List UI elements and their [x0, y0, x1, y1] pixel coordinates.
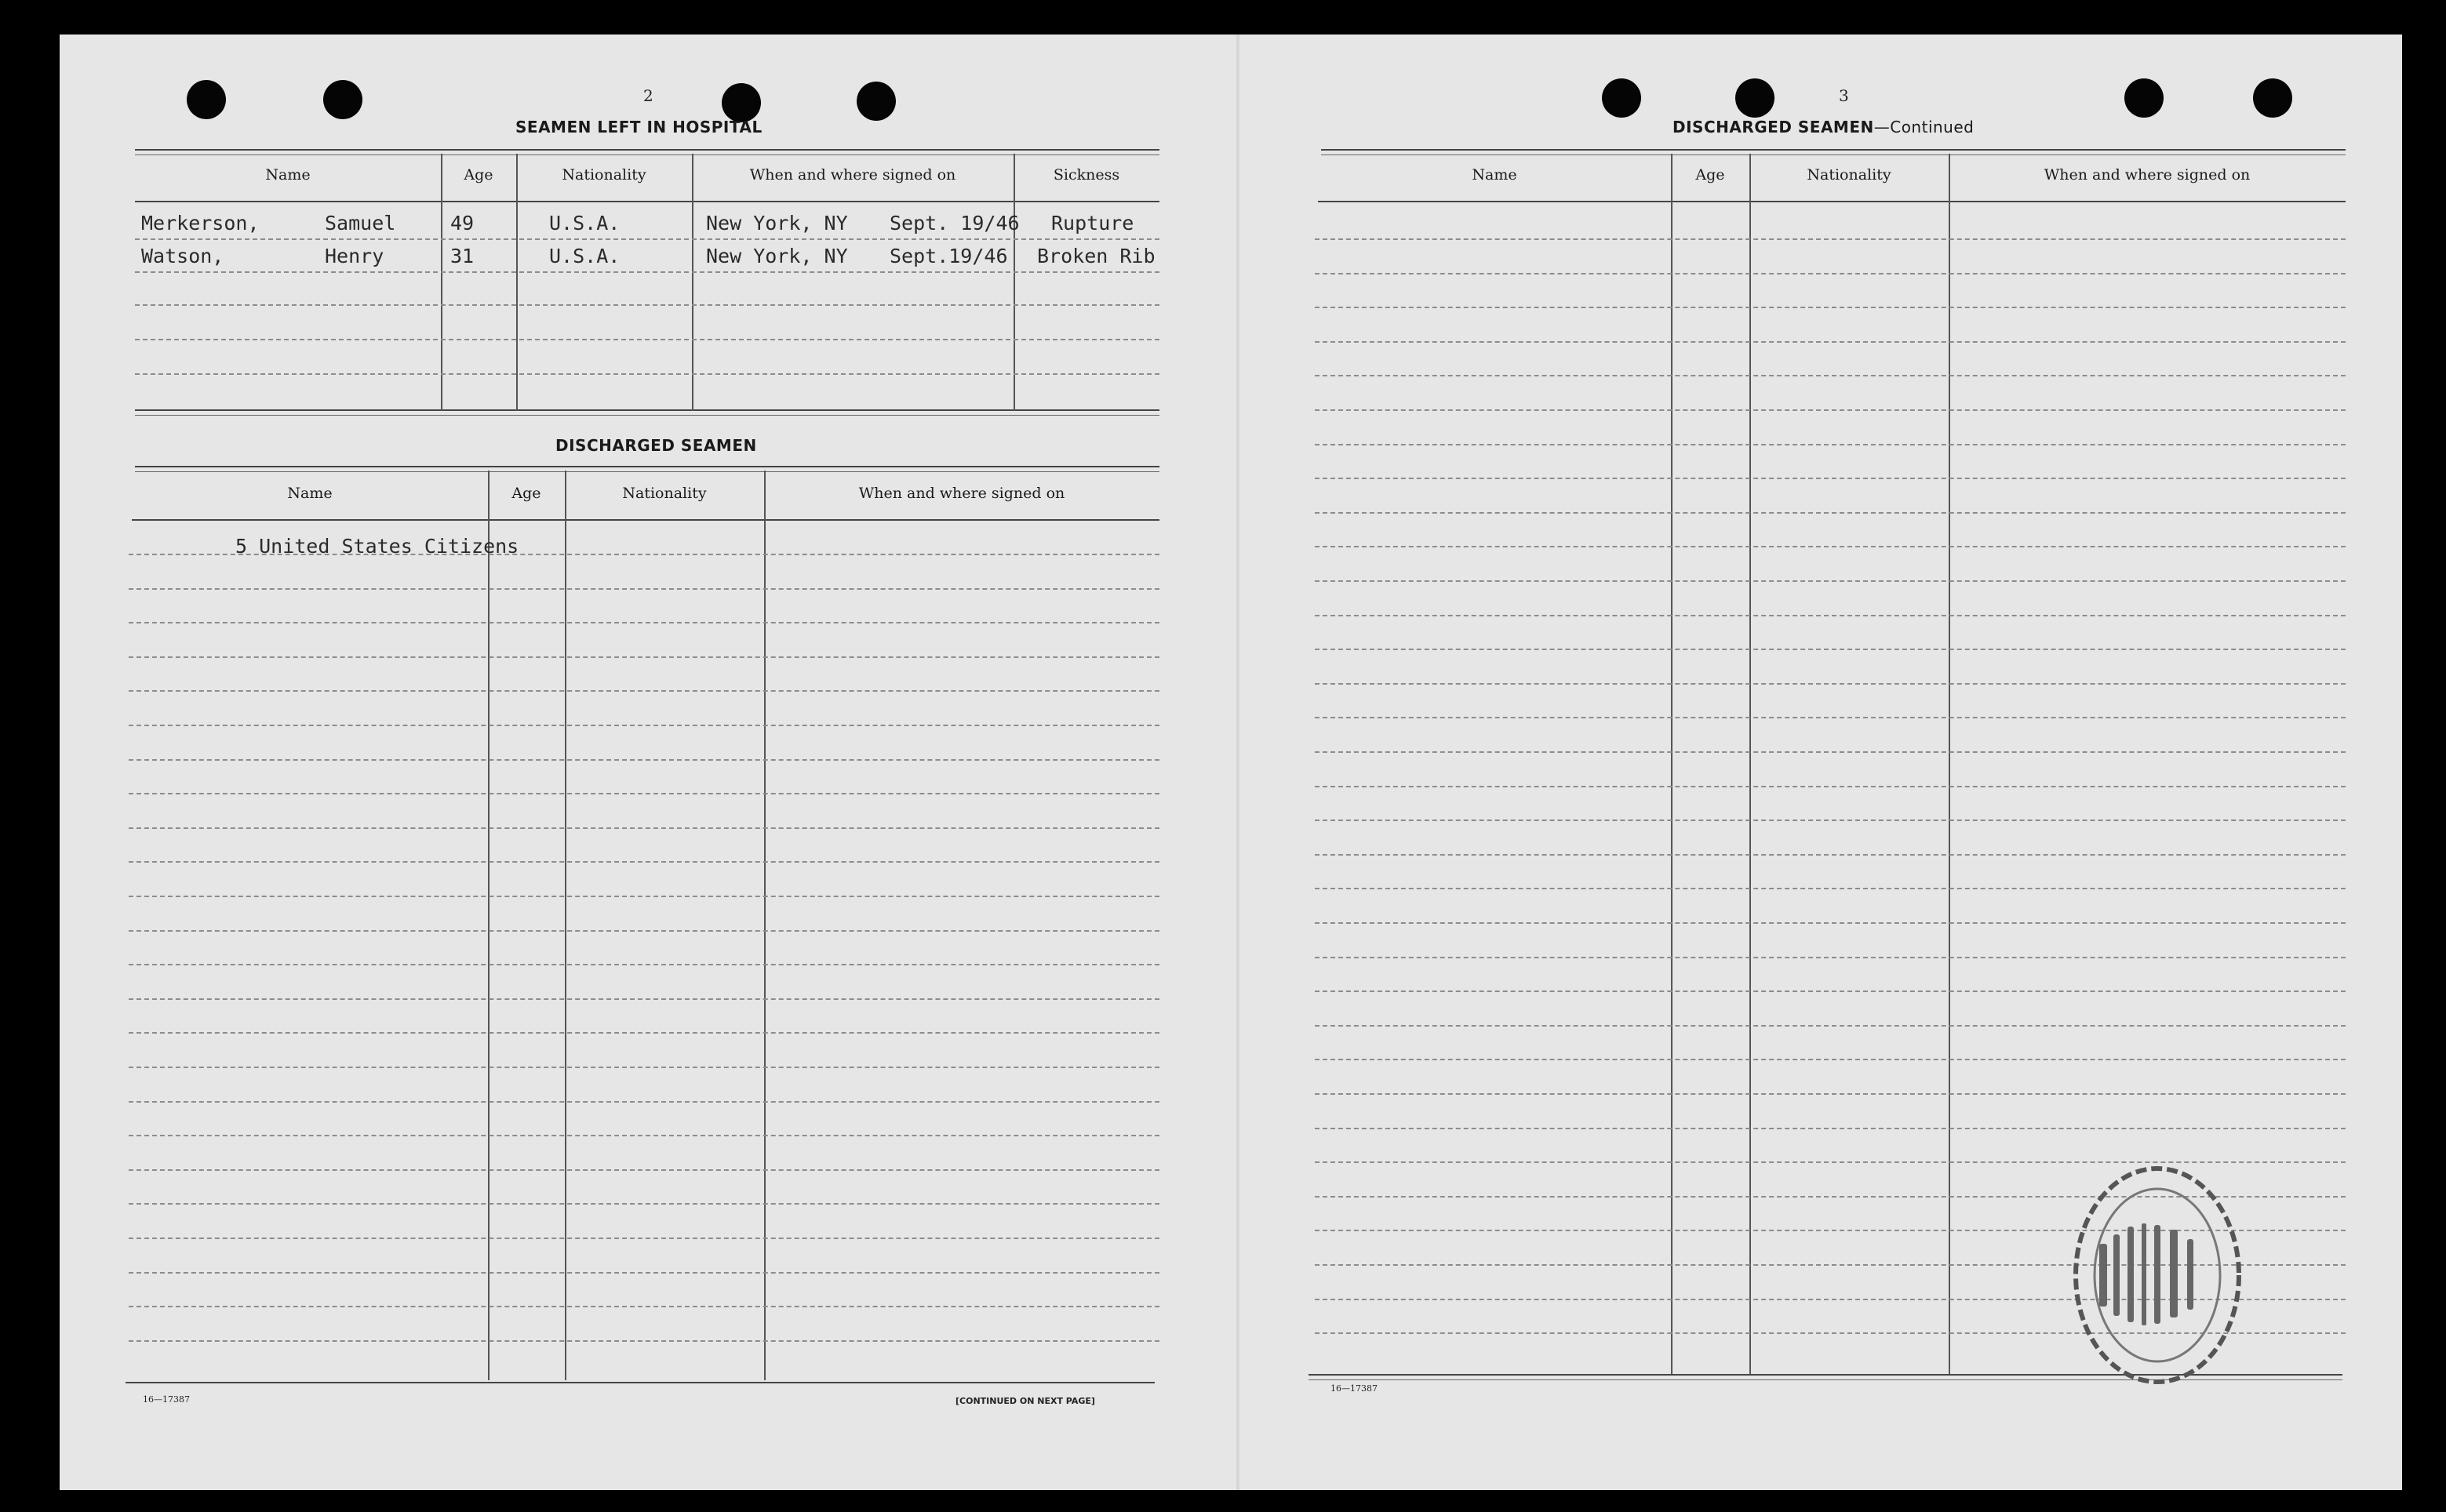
- column-header-age: Age: [511, 485, 541, 502]
- column-header-age: Age: [464, 166, 493, 184]
- row-rule: [1315, 444, 2346, 445]
- table-bottom-rule: [135, 409, 1159, 416]
- row-rule: [129, 1203, 1159, 1205]
- row-rule: [129, 1067, 1159, 1068]
- column-divider: [1671, 154, 1673, 1374]
- signed-on-date: Sept. 19/46: [890, 212, 1020, 234]
- row-rule: [1315, 1059, 2346, 1060]
- hospital-section-title: SEAMEN LEFT IN HOSPITAL: [515, 118, 763, 136]
- seaman-last-name: Merkerson,: [141, 212, 260, 234]
- discharged-entry: 5 United States Citizens: [235, 535, 519, 558]
- sickness: Broken Rib: [1037, 245, 1156, 267]
- right-section-title-suffix: —Continued: [1873, 118, 1975, 136]
- seaman-age: 49: [450, 212, 475, 234]
- punch-hole: [323, 80, 362, 119]
- column-header-signed-on: When and where signed on: [749, 166, 956, 184]
- column-header-nationality: Nationality: [622, 485, 707, 502]
- table-top-rule: [1321, 149, 2346, 155]
- row-rule: [129, 1272, 1159, 1274]
- signed-on-place: New York, NY: [706, 212, 848, 234]
- row-rule: [1315, 820, 2346, 821]
- punch-hole: [2124, 78, 2164, 118]
- row-rule: [129, 1135, 1159, 1136]
- row-rule: [1315, 615, 2346, 616]
- right-section-title: [1673, 118, 1974, 136]
- row-rule: [1315, 341, 2346, 343]
- row-rule: [135, 271, 1159, 273]
- row-rule: [1315, 1093, 2346, 1095]
- row-rule: [1315, 717, 2346, 718]
- row-rule: [129, 793, 1159, 794]
- column-divider: [1949, 154, 1950, 1374]
- row-rule: [1315, 683, 2346, 685]
- page-fold: [1236, 35, 1239, 1490]
- page-number: 3: [1839, 86, 1849, 105]
- row-rule: [1315, 273, 2346, 274]
- column-header-signed-on: When and where signed on: [858, 485, 1065, 502]
- discharged-section-title: DISCHARGED SEAMEN: [555, 436, 757, 455]
- column-header-name: Name: [265, 166, 311, 184]
- right-section-title-main: DISCHARGED SEAMEN: [1673, 118, 1874, 136]
- column-divider: [488, 471, 490, 1380]
- form-number: 16—17387: [1330, 1383, 1378, 1394]
- column-header-name: Name: [1472, 166, 1517, 184]
- seaman-nationality: U.S.A.: [549, 212, 621, 234]
- row-rule: [1315, 888, 2346, 889]
- column-divider: [692, 154, 693, 411]
- table-header-rule: [1318, 201, 2346, 202]
- row-rule: [129, 1101, 1159, 1103]
- row-rule: [129, 1340, 1159, 1342]
- column-divider: [516, 154, 518, 411]
- seaman-last-name: Watson,: [141, 245, 224, 267]
- seaman-first-name: Samuel: [325, 212, 396, 234]
- punch-hole: [1602, 78, 1641, 118]
- table-header-rule: [132, 519, 1159, 521]
- row-rule: [1315, 409, 2346, 411]
- seaman-first-name: Henry: [325, 245, 384, 267]
- row-rule: [129, 930, 1159, 932]
- column-header-sickness: Sickness: [1053, 166, 1120, 184]
- column-header-nationality: Nationality: [1807, 166, 1891, 184]
- row-rule: [129, 588, 1159, 590]
- column-divider: [565, 471, 566, 1380]
- row-rule: [135, 339, 1159, 340]
- row-rule: [135, 304, 1159, 306]
- seaman-nationality: U.S.A.: [549, 245, 621, 267]
- row-rule: [1315, 546, 2346, 547]
- row-rule: [1315, 512, 2346, 514]
- row-rule: [129, 964, 1159, 965]
- signed-on-date: Sept.19/46: [890, 245, 1008, 267]
- row-rule: [129, 1238, 1159, 1239]
- signed-on-place: New York, NY: [706, 245, 848, 267]
- row-rule: [129, 622, 1159, 623]
- row-rule: [1315, 922, 2346, 924]
- table-header-rule: [135, 201, 1159, 202]
- column-header-age: Age: [1695, 166, 1725, 184]
- row-rule: [129, 1306, 1159, 1307]
- row-rule: [1315, 307, 2346, 308]
- column-header-name: Name: [287, 485, 333, 502]
- seaman-age: 31: [450, 245, 475, 267]
- row-rule: [129, 896, 1159, 897]
- row-rule: [1315, 580, 2346, 582]
- row-rule: [1315, 957, 2346, 958]
- row-rule: [1315, 478, 2346, 479]
- column-header-signed-on: When and where signed on: [2044, 166, 2251, 184]
- row-rule: [129, 861, 1159, 863]
- punch-hole: [1735, 78, 1774, 118]
- punch-hole: [857, 82, 896, 121]
- row-rule: [129, 656, 1159, 658]
- continued-note: [CONTINUED ON NEXT PAGE]: [955, 1396, 1095, 1406]
- row-rule: [129, 725, 1159, 726]
- row-rule: [135, 373, 1159, 375]
- punch-hole: [2253, 78, 2292, 118]
- row-rule: [1315, 751, 2346, 753]
- row-rule: [1315, 786, 2346, 787]
- row-rule: [1315, 375, 2346, 376]
- table-top-rule: [135, 149, 1159, 155]
- row-rule: [129, 998, 1159, 1000]
- row-rule: [129, 690, 1159, 692]
- page-number: 2: [643, 86, 653, 105]
- circular-stamp: [2055, 1158, 2244, 1393]
- row-rule: [1315, 1128, 2346, 1129]
- row-rule: [129, 1169, 1159, 1171]
- sickness: Rupture: [1051, 212, 1134, 234]
- punch-hole: [722, 83, 761, 122]
- row-rule: [1315, 238, 2346, 240]
- column-divider: [1014, 154, 1015, 411]
- row-rule: [129, 554, 1159, 555]
- form-number: 16—17387: [143, 1394, 190, 1405]
- column-divider: [1749, 154, 1751, 1374]
- column-header-nationality: Nationality: [562, 166, 646, 184]
- row-rule: [129, 1032, 1159, 1034]
- row-rule: [1315, 649, 2346, 650]
- row-rule: [129, 759, 1159, 761]
- row-rule: [1315, 854, 2346, 856]
- row-rule: [135, 238, 1159, 240]
- column-divider: [764, 471, 766, 1380]
- row-rule: [129, 827, 1159, 829]
- row-rule: [1315, 1025, 2346, 1027]
- table-bottom-rule: [126, 1382, 1155, 1383]
- punch-hole: [187, 80, 226, 119]
- table-top-rule: [135, 466, 1159, 472]
- row-rule: [1315, 990, 2346, 992]
- column-divider: [441, 154, 442, 411]
